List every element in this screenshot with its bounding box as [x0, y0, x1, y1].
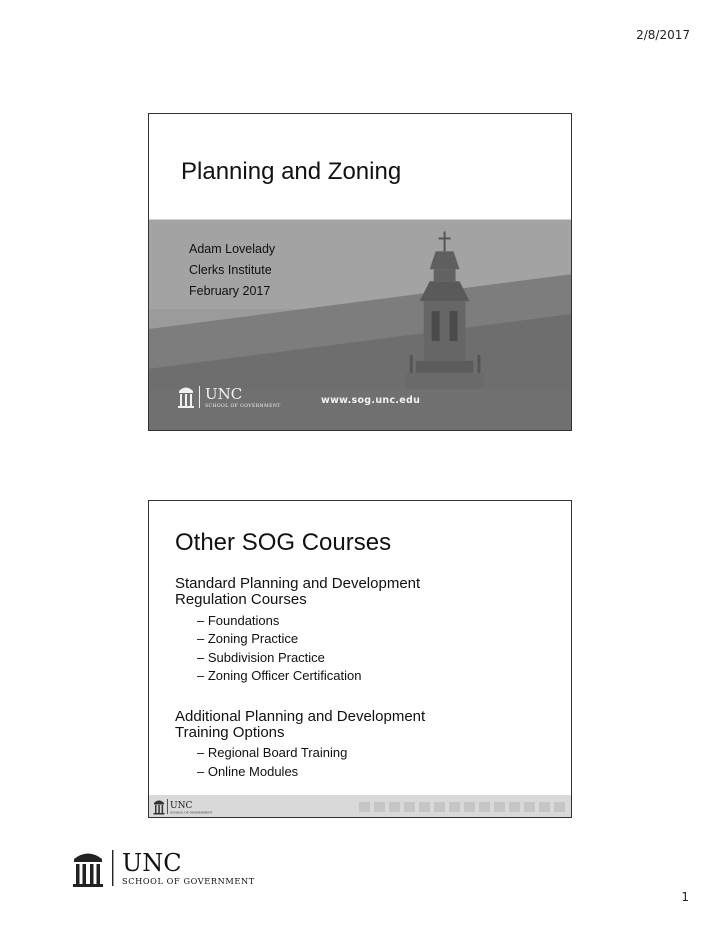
footer-square	[449, 802, 460, 812]
title-slide	[148, 113, 572, 431]
footer-square	[509, 802, 520, 812]
page-date: 2/8/2017	[636, 28, 690, 42]
list-item: – Foundations	[197, 613, 280, 628]
footer-square	[374, 802, 385, 812]
old-well-icon	[73, 854, 103, 888]
website-url: www.sog.unc.edu	[321, 395, 421, 406]
footer-square	[479, 802, 490, 812]
old-well-icon	[154, 801, 165, 815]
footer-square	[389, 802, 400, 812]
footer-logo	[153, 798, 213, 818]
section-heading	[175, 709, 425, 741]
footer-square	[524, 802, 535, 812]
slide-title: Other SOG Courses	[175, 529, 392, 556]
footer-square	[539, 802, 550, 812]
event-name: Clerks Institute	[189, 263, 272, 277]
section-heading-line: Training Options	[175, 724, 285, 741]
page-number: 1	[681, 890, 689, 904]
presenter-name: Adam Lovelady	[189, 242, 276, 256]
section-heading	[175, 576, 420, 608]
title-area	[149, 114, 571, 219]
page-logo-unc-text: UNC	[122, 849, 182, 877]
footer-square	[404, 802, 415, 812]
footer-decoration	[359, 802, 565, 812]
page-logo-sog-text: SCHOOL OF GOVERNMENT	[122, 876, 255, 886]
footer-logo-unc-text: UNC	[170, 801, 193, 811]
logo-sog-text: SCHOOL OF GOVERNMENT	[205, 404, 281, 409]
footer-square	[464, 802, 475, 812]
section-heading-line: Regulation Courses	[175, 591, 307, 608]
logo-unc-text: UNC	[205, 385, 243, 403]
slide-title: Planning and Zoning	[181, 158, 402, 185]
slide-footer	[149, 795, 571, 818]
footer-logo-sog-text: SCHOOL OF GOVERNMENT	[170, 810, 213, 815]
section-heading-line: Standard Planning and Development	[175, 575, 421, 592]
list-item: – Zoning Officer Certification	[197, 668, 362, 683]
event-date: February 2017	[189, 284, 271, 298]
list-item: – Online Modules	[197, 764, 299, 779]
old-well-icon	[178, 388, 194, 409]
footer-square	[434, 802, 445, 812]
list-item: – Subdivision Practice	[197, 650, 325, 665]
courses-slide	[148, 500, 572, 818]
list-item: – Regional Board Training	[197, 745, 348, 760]
footer-square	[359, 802, 370, 812]
list-item: – Zoning Practice	[197, 631, 299, 646]
footer-square	[494, 802, 505, 812]
page-logo	[72, 848, 272, 895]
section-heading-line: Additional Planning and Development	[175, 708, 426, 725]
footer-square	[419, 802, 430, 812]
unc-sog-logo	[177, 384, 317, 415]
footer-square	[554, 802, 565, 812]
